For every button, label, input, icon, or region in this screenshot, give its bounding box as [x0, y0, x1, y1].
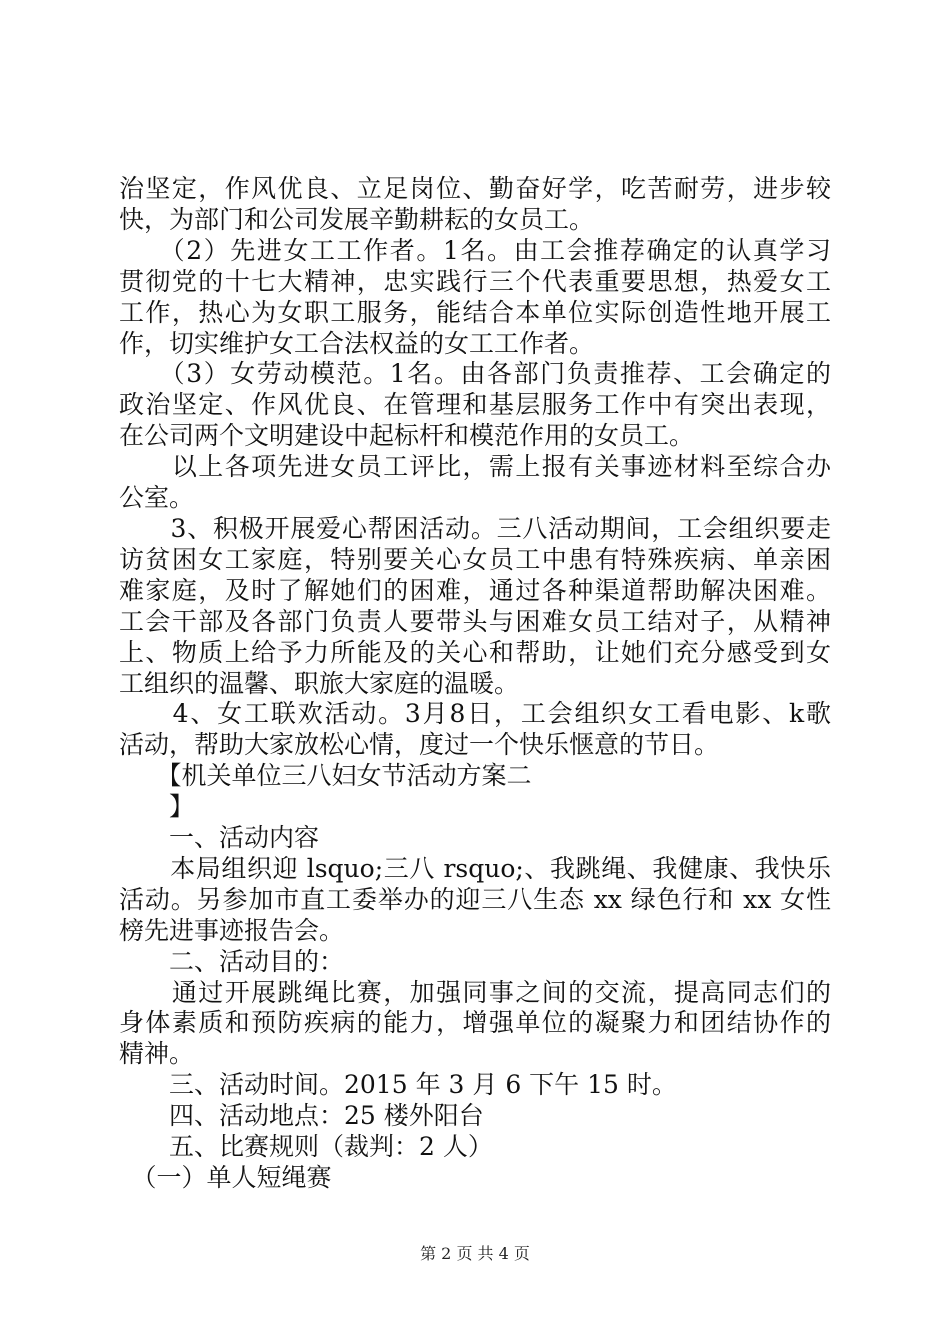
text-line: 公室。	[119, 483, 195, 512]
text-line: 治坚定，作风优良、立足岗位、勤奋好学，吃苦耐劳，进步较	[119, 174, 831, 203]
text-line: 以上各项先进女员工评比，需上报有关事迹材料至综合办	[119, 452, 831, 481]
text-line: 4、女工联欢活动。3月8日，工会组织女工看电影、k歌	[119, 699, 831, 728]
text-line: 本局组织迎 lsquo;三八 rsquo;、我跳绳、我健康、我快乐	[119, 854, 831, 883]
section-heading: 四、活动地点：25 楼外阳台	[119, 1101, 484, 1130]
text-line: 上、物质上给予力所能及的关心和帮助，让她们充分感受到女	[119, 638, 831, 667]
section-heading: 一、活动内容	[119, 823, 320, 852]
section-heading: （一）单人短绳赛	[119, 1163, 332, 1192]
text-line: 在公司两个文明建设中起标杆和模范作用的女员工。	[119, 421, 695, 450]
section-heading: 【机关单位三八妇女节活动方案二	[119, 761, 532, 790]
text-line: 快，为部门和公司发展辛勤耕耘的女员工。	[119, 205, 595, 234]
page-footer: 第 2 页 共 4 页	[420, 1244, 530, 1263]
text-line: 活动。另参加市直工委举办的迎三八生态 xx 绿色行和 xx 女性	[119, 885, 831, 914]
text-line: 政治坚定、作风优良、在管理和基层服务工作中有突出表现，	[119, 390, 831, 419]
text-line: 工会干部及各部门负责人要带头与困难女员工结对子，从精神	[119, 607, 831, 636]
text-line: 活动，帮助大家放松心情，度过一个快乐惬意的节日。	[119, 730, 720, 759]
text-line: （2）先进女工工作者。1名。由工会推荐确定的认真学习	[119, 236, 831, 265]
section-heading: 三、活动时间。2015 年 3 月 6 下午 15 时。	[119, 1070, 677, 1099]
text-line: 难家庭，及时了解她们的困难，通过各种渠道帮助解决困难。	[119, 576, 831, 605]
text-line: 工作，热心为女职工服务，能结合本单位实际创造性地开展工	[119, 298, 831, 327]
text-line: 身体素质和预防疾病的能力，增强单位的凝聚力和团结协作的	[119, 1008, 831, 1037]
text-line: 3、积极开展爱心帮困活动。三八活动期间，工会组织要走	[119, 514, 831, 543]
text-line: 通过开展跳绳比赛，加强同事之间的交流，提高同志们的	[119, 978, 831, 1007]
section-heading: 五、比赛规则（裁判：2 人）	[119, 1132, 493, 1161]
text-line: 贯彻党的十七大精神，忠实践行三个代表重要思想，热爱女工	[119, 267, 831, 296]
section-heading: 二、活动目的：	[119, 947, 345, 976]
text-line: 作，切实维护女工合法权益的女工工作者。	[119, 329, 595, 358]
text-line: 访贫困女工家庭，特别要关心女员工中患有特殊疾病、单亲困	[119, 545, 831, 574]
text-line: 工组织的温馨、职旅大家庭的温暖。	[119, 669, 520, 698]
section-heading: 】	[119, 792, 195, 821]
text-line: 精神。	[119, 1039, 195, 1068]
text-line: （3）女劳动模范。1名。由各部门负责推荐、工会确定的	[119, 359, 831, 388]
text-line: 榜先进事迹报告会。	[119, 916, 345, 945]
